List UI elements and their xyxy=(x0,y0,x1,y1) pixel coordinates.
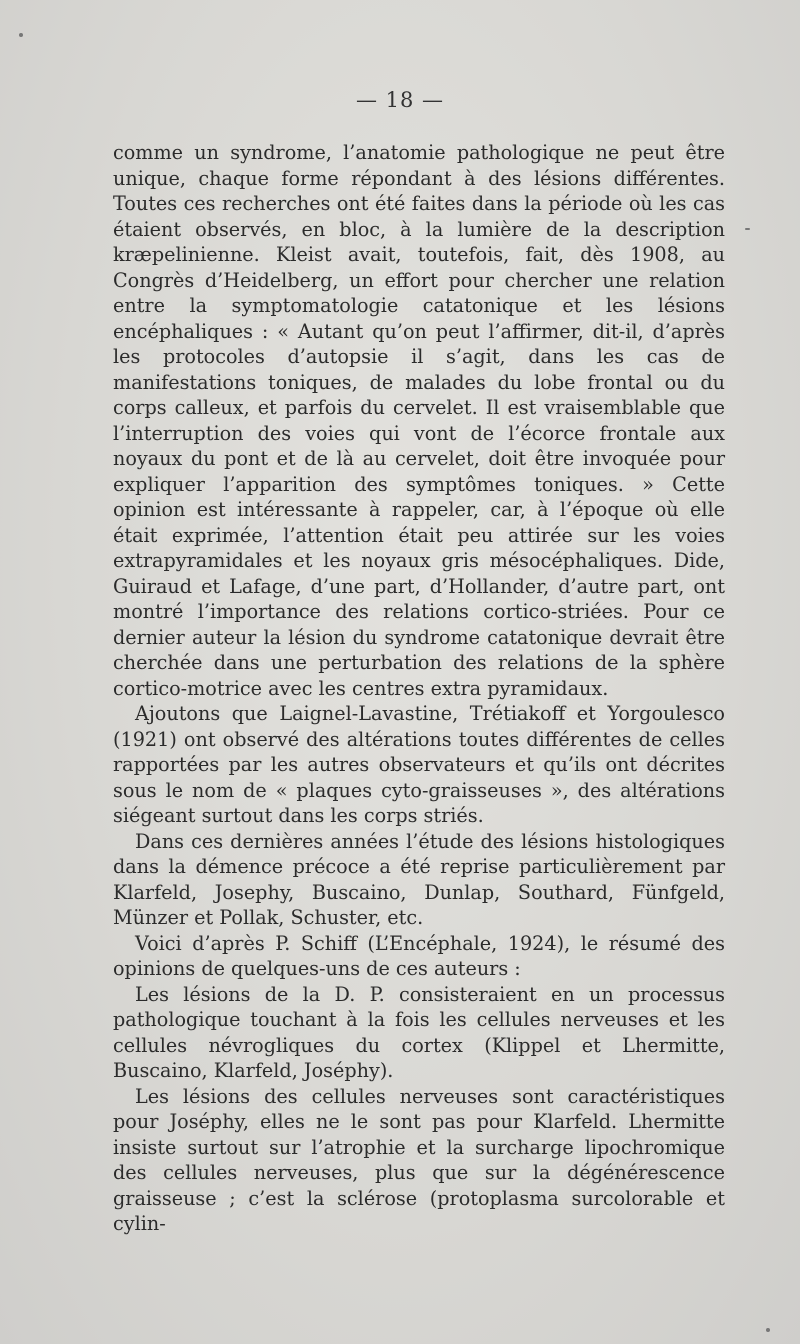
paragraph: Les lésions des cellules nerveuses sont caractéristiques pour Joséphy, elles ne le sont pas pour Klarfeld. Lhermitte insiste surtout sur l’atrophie et la surcharge lipochromique des cellules nerveuses, plus que sur la dégénérescence graisseuse ; c’est la sclérose (protoplasma surcolorable et cylin- xyxy=(113,1084,725,1235)
body-text xyxy=(113,140,725,1237)
paragraph: Voici d’après P. Schiff (L’Encéphale, 1924), le résumé des opinions de quelques-uns de ces auteurs : xyxy=(113,931,725,980)
paper-speck xyxy=(19,33,23,37)
paper-speck xyxy=(766,1328,770,1332)
page-number: — 18 — xyxy=(355,88,445,112)
paragraph: Dans ces dernières années l’étude des lésions histologiques dans la démence précoce a été reprise particulièrement par Klarfeld, Josephy, Buscaino, Dunlap, Southard, Fünfgeld, Münzer et Pollak, Schuster, etc. xyxy=(113,829,725,929)
paragraph: Ajoutons que Laignel-Lavastine, Trétiakoff et Yorgoulesco (1921) ont observé des altérations toutes différentes de celles rapportées par les autres observateurs et qu’ils ont décrites sous le nom de « plaques cyto-graisseuses », des altérations siégeant surtout dans les corps striés. xyxy=(113,702,725,827)
paragraph-continuation: comme un syndrome, l’anatomie pathologique ne peut être unique, chaque forme répondant à des lésions différentes. Toutes ces recherches ont été faites dans la période où les cas étaient observés, en bloc, à la lumière de la description kræpelinienne. Kleist avait, toutefois, fait, dès 1908, au Congrès d’Heidelberg, un effort pour chercher une relation entre la symptomatologie catatonique et les lésions encéphaliques : « Autant qu’on peut l’affirmer, dit-il, d’après les protocoles d’autopsie il s’agit, dans les cas de manifestations toniques, de malades du lobe frontal ou du corps calleux, et parfois du cervelet. Il est vraisemblable que l’interruption des voies qui vont de l’écorce frontale aux noyaux du pont et de là au cervelet, doit être invoquée pour expliquer l’apparition des symptômes toniques. » Cette opinion est intéressante à rappeler, car, à l’époque où elle était exprimée, l’attention était peu attirée sur les voies extrapyramidales et les noyaux gris mésocéphaliques. Dide, Guiraud et Lafage, d’une part, d’Hollander, d’autre part, ont montré l’importance des relations cortico-striées. Pour ce dernier auteur la lésion du syndrome catatonique devrait être cherchée dans une perturbation des relations de la sphère cortico-motrice avec les centres extra pyramidaux. xyxy=(113,141,725,700)
paragraph: Les lésions de la D. P. consisteraient en un processus pathologique touchant à la fois les cellules nerveuses et les cellules névrogliques du cortex (Klippel et Lhermitte, Buscaino, Klarfeld, Joséphy). xyxy=(113,982,725,1082)
paper-speck xyxy=(745,228,750,230)
